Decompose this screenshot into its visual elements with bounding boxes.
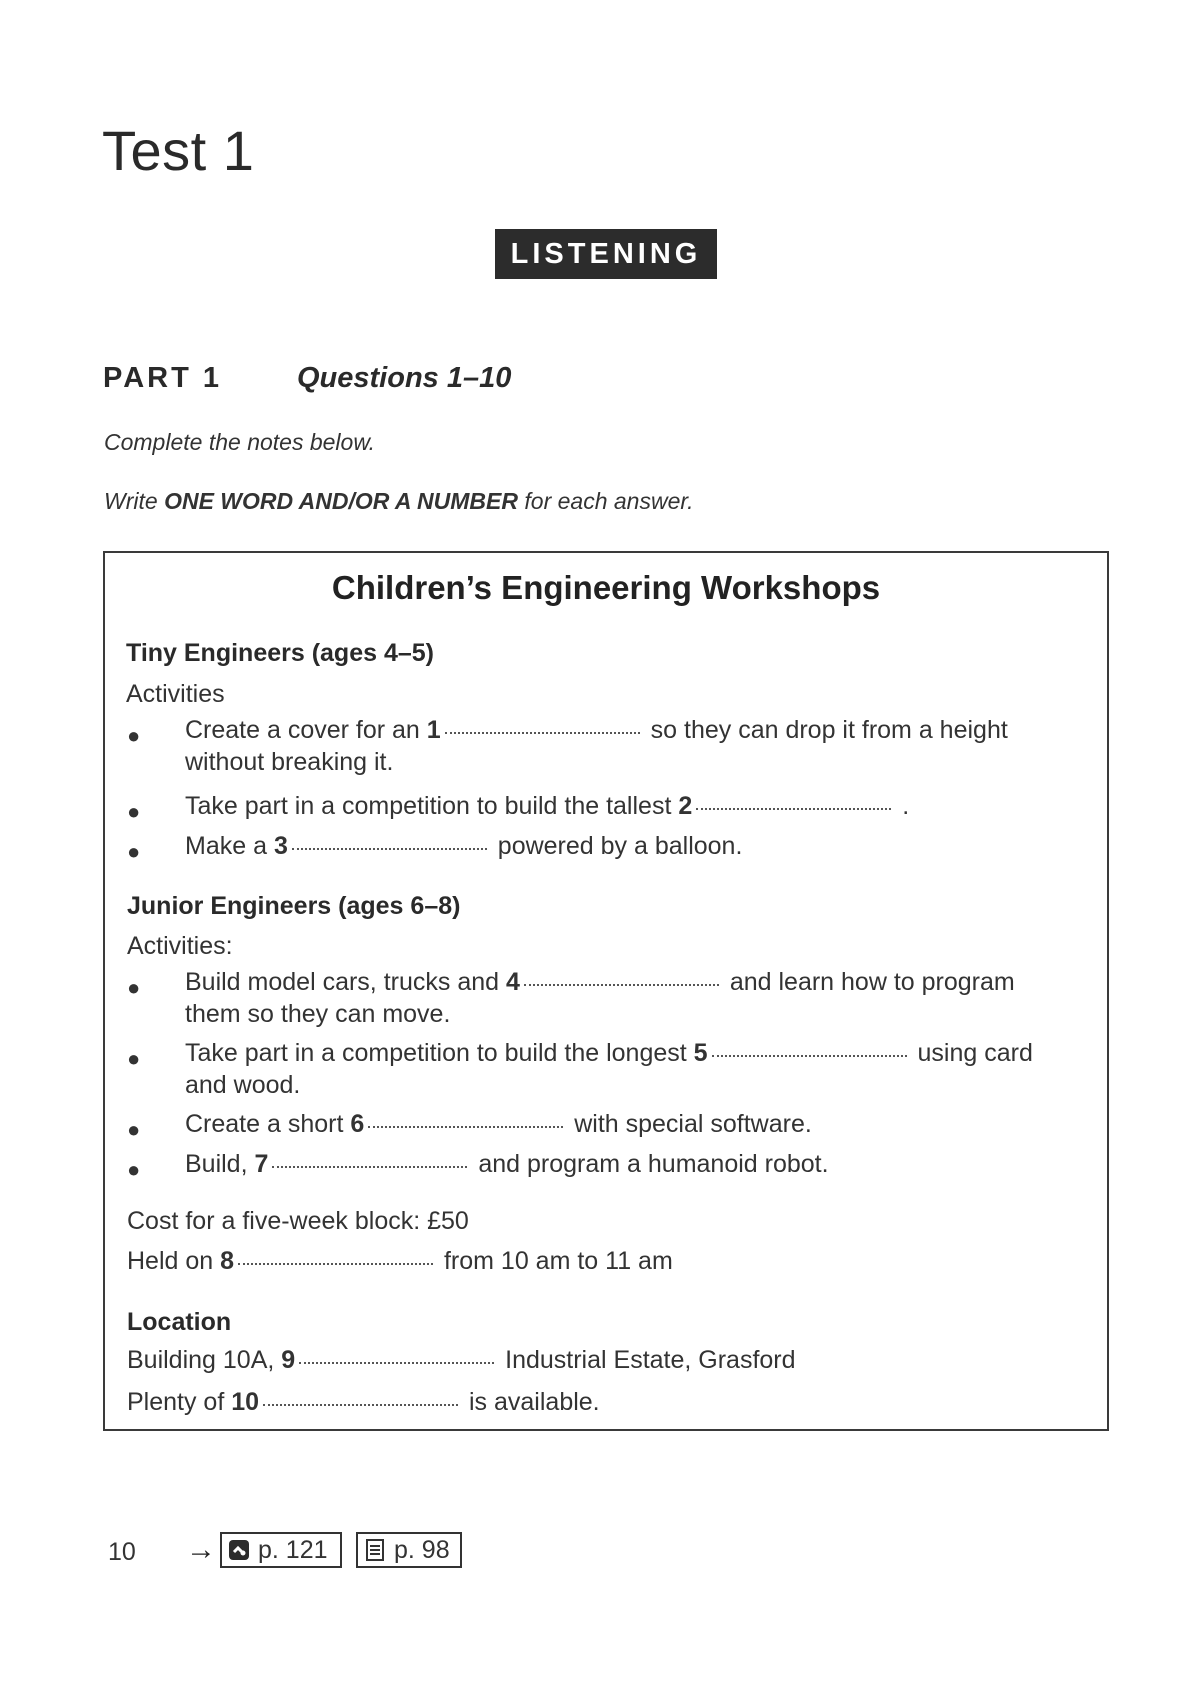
- bullet-icon: ●: [127, 723, 141, 748]
- item-text: and program a humanoid robot.: [471, 1150, 829, 1178]
- question-number: 4: [505, 968, 520, 996]
- ref-page-audio: p. 121: [258, 1535, 328, 1564]
- item-text: Take part in a competition to build the tallest: [185, 792, 679, 820]
- answer-gap-8[interactable]: [238, 1262, 433, 1265]
- ref-page-key: p. 98: [394, 1535, 450, 1564]
- notes-box: [103, 551, 1109, 1431]
- questions-range: Questions 1–10: [297, 362, 512, 394]
- instruction-pre: Write: [104, 488, 165, 514]
- headphones-icon: [228, 1539, 250, 1561]
- tiny-activities-label: Activities: [126, 680, 225, 708]
- question-number: 1: [426, 716, 441, 744]
- instruction-bold: ONE WORD AND/OR A NUMBER: [164, 488, 518, 514]
- document-icon: [364, 1539, 386, 1561]
- question-number: 6: [350, 1110, 365, 1138]
- bullet-icon: ●: [127, 975, 141, 1000]
- answer-gap-7[interactable]: [272, 1165, 467, 1168]
- note-item-5: [185, 1037, 1075, 1101]
- test-title: Test 1: [102, 119, 255, 182]
- item-text: so they can drop it from a height without breaking it.: [185, 716, 1008, 776]
- instruction-post: for each answer.: [518, 488, 694, 514]
- note-item-6: [185, 1108, 1075, 1140]
- question-number: 5: [693, 1039, 708, 1067]
- answer-gap-1[interactable]: [445, 731, 640, 734]
- audio-script-reference[interactable]: [220, 1532, 342, 1568]
- part-heading: PART 1: [103, 362, 222, 394]
- held-text: from 10 am to 11 am: [437, 1247, 673, 1275]
- bullet-icon: ●: [127, 1117, 141, 1142]
- item-text: Make a: [185, 832, 274, 860]
- item-text: Take part in a competition to build the longest: [185, 1039, 694, 1067]
- answer-gap-2[interactable]: [696, 807, 891, 810]
- tiny-engineers-heading: Tiny Engineers (ages 4–5): [126, 639, 434, 667]
- section-badge: LISTENING: [495, 229, 717, 279]
- answer-gap-3[interactable]: [292, 847, 487, 850]
- bullet-icon: ●: [127, 1046, 141, 1071]
- answer-gap-9[interactable]: [299, 1361, 494, 1364]
- item-text: using card and wood.: [185, 1039, 1033, 1099]
- question-number: 9: [281, 1346, 296, 1374]
- item-text: Build,: [185, 1150, 255, 1178]
- instruction-word-limit: [104, 488, 694, 515]
- question-number: 10: [231, 1388, 260, 1416]
- answer-key-reference[interactable]: [356, 1532, 462, 1568]
- item-text: with special software.: [567, 1110, 812, 1138]
- cost-line: Cost for a five-week block: £50: [127, 1207, 469, 1235]
- location-text: is available.: [462, 1388, 600, 1416]
- question-number: 8: [220, 1247, 235, 1275]
- item-text: Create a cover for an: [185, 716, 427, 744]
- location-text: Building 10A,: [127, 1346, 282, 1374]
- item-text: .: [895, 792, 910, 820]
- location-text: Industrial Estate, Grasford: [498, 1346, 796, 1374]
- item-text: and learn how to program them so they can move.: [185, 968, 1015, 1028]
- answer-gap-10[interactable]: [263, 1403, 458, 1406]
- location-line-1: [127, 1346, 796, 1375]
- bullet-icon: ●: [127, 1157, 141, 1182]
- answer-gap-4[interactable]: [524, 983, 719, 986]
- answer-gap-6[interactable]: [368, 1125, 563, 1128]
- held-line: [127, 1247, 673, 1276]
- note-item-7: [185, 1148, 1075, 1180]
- question-number: 3: [273, 832, 288, 860]
- location-line-2: [127, 1388, 600, 1417]
- question-number: 7: [254, 1150, 269, 1178]
- note-item-3: [185, 830, 1075, 862]
- right-arrow-icon: →: [186, 1533, 216, 1566]
- note-item-4: [185, 966, 1075, 1030]
- instruction-complete-notes: Complete the notes below.: [104, 429, 376, 455]
- item-text: Create a short: [185, 1110, 351, 1138]
- page-number: 10: [108, 1538, 136, 1566]
- question-number: 2: [678, 792, 693, 820]
- item-text: Build model cars, trucks and: [185, 968, 506, 996]
- junior-activities-label: Activities:: [127, 932, 233, 960]
- bullet-icon: ●: [127, 839, 141, 864]
- answer-gap-5[interactable]: [712, 1054, 907, 1057]
- notes-title: Children’s Engineering Workshops: [331, 569, 881, 606]
- junior-engineers-heading: Junior Engineers (ages 6–8): [127, 892, 461, 920]
- held-text: Held on: [127, 1247, 221, 1275]
- note-item-1: [185, 714, 1075, 778]
- bullet-icon: ●: [127, 799, 141, 824]
- note-item-2: [185, 790, 1075, 822]
- location-text: Plenty of: [127, 1388, 232, 1416]
- location-heading: Location: [127, 1308, 232, 1336]
- item-text: powered by a balloon.: [490, 832, 743, 860]
